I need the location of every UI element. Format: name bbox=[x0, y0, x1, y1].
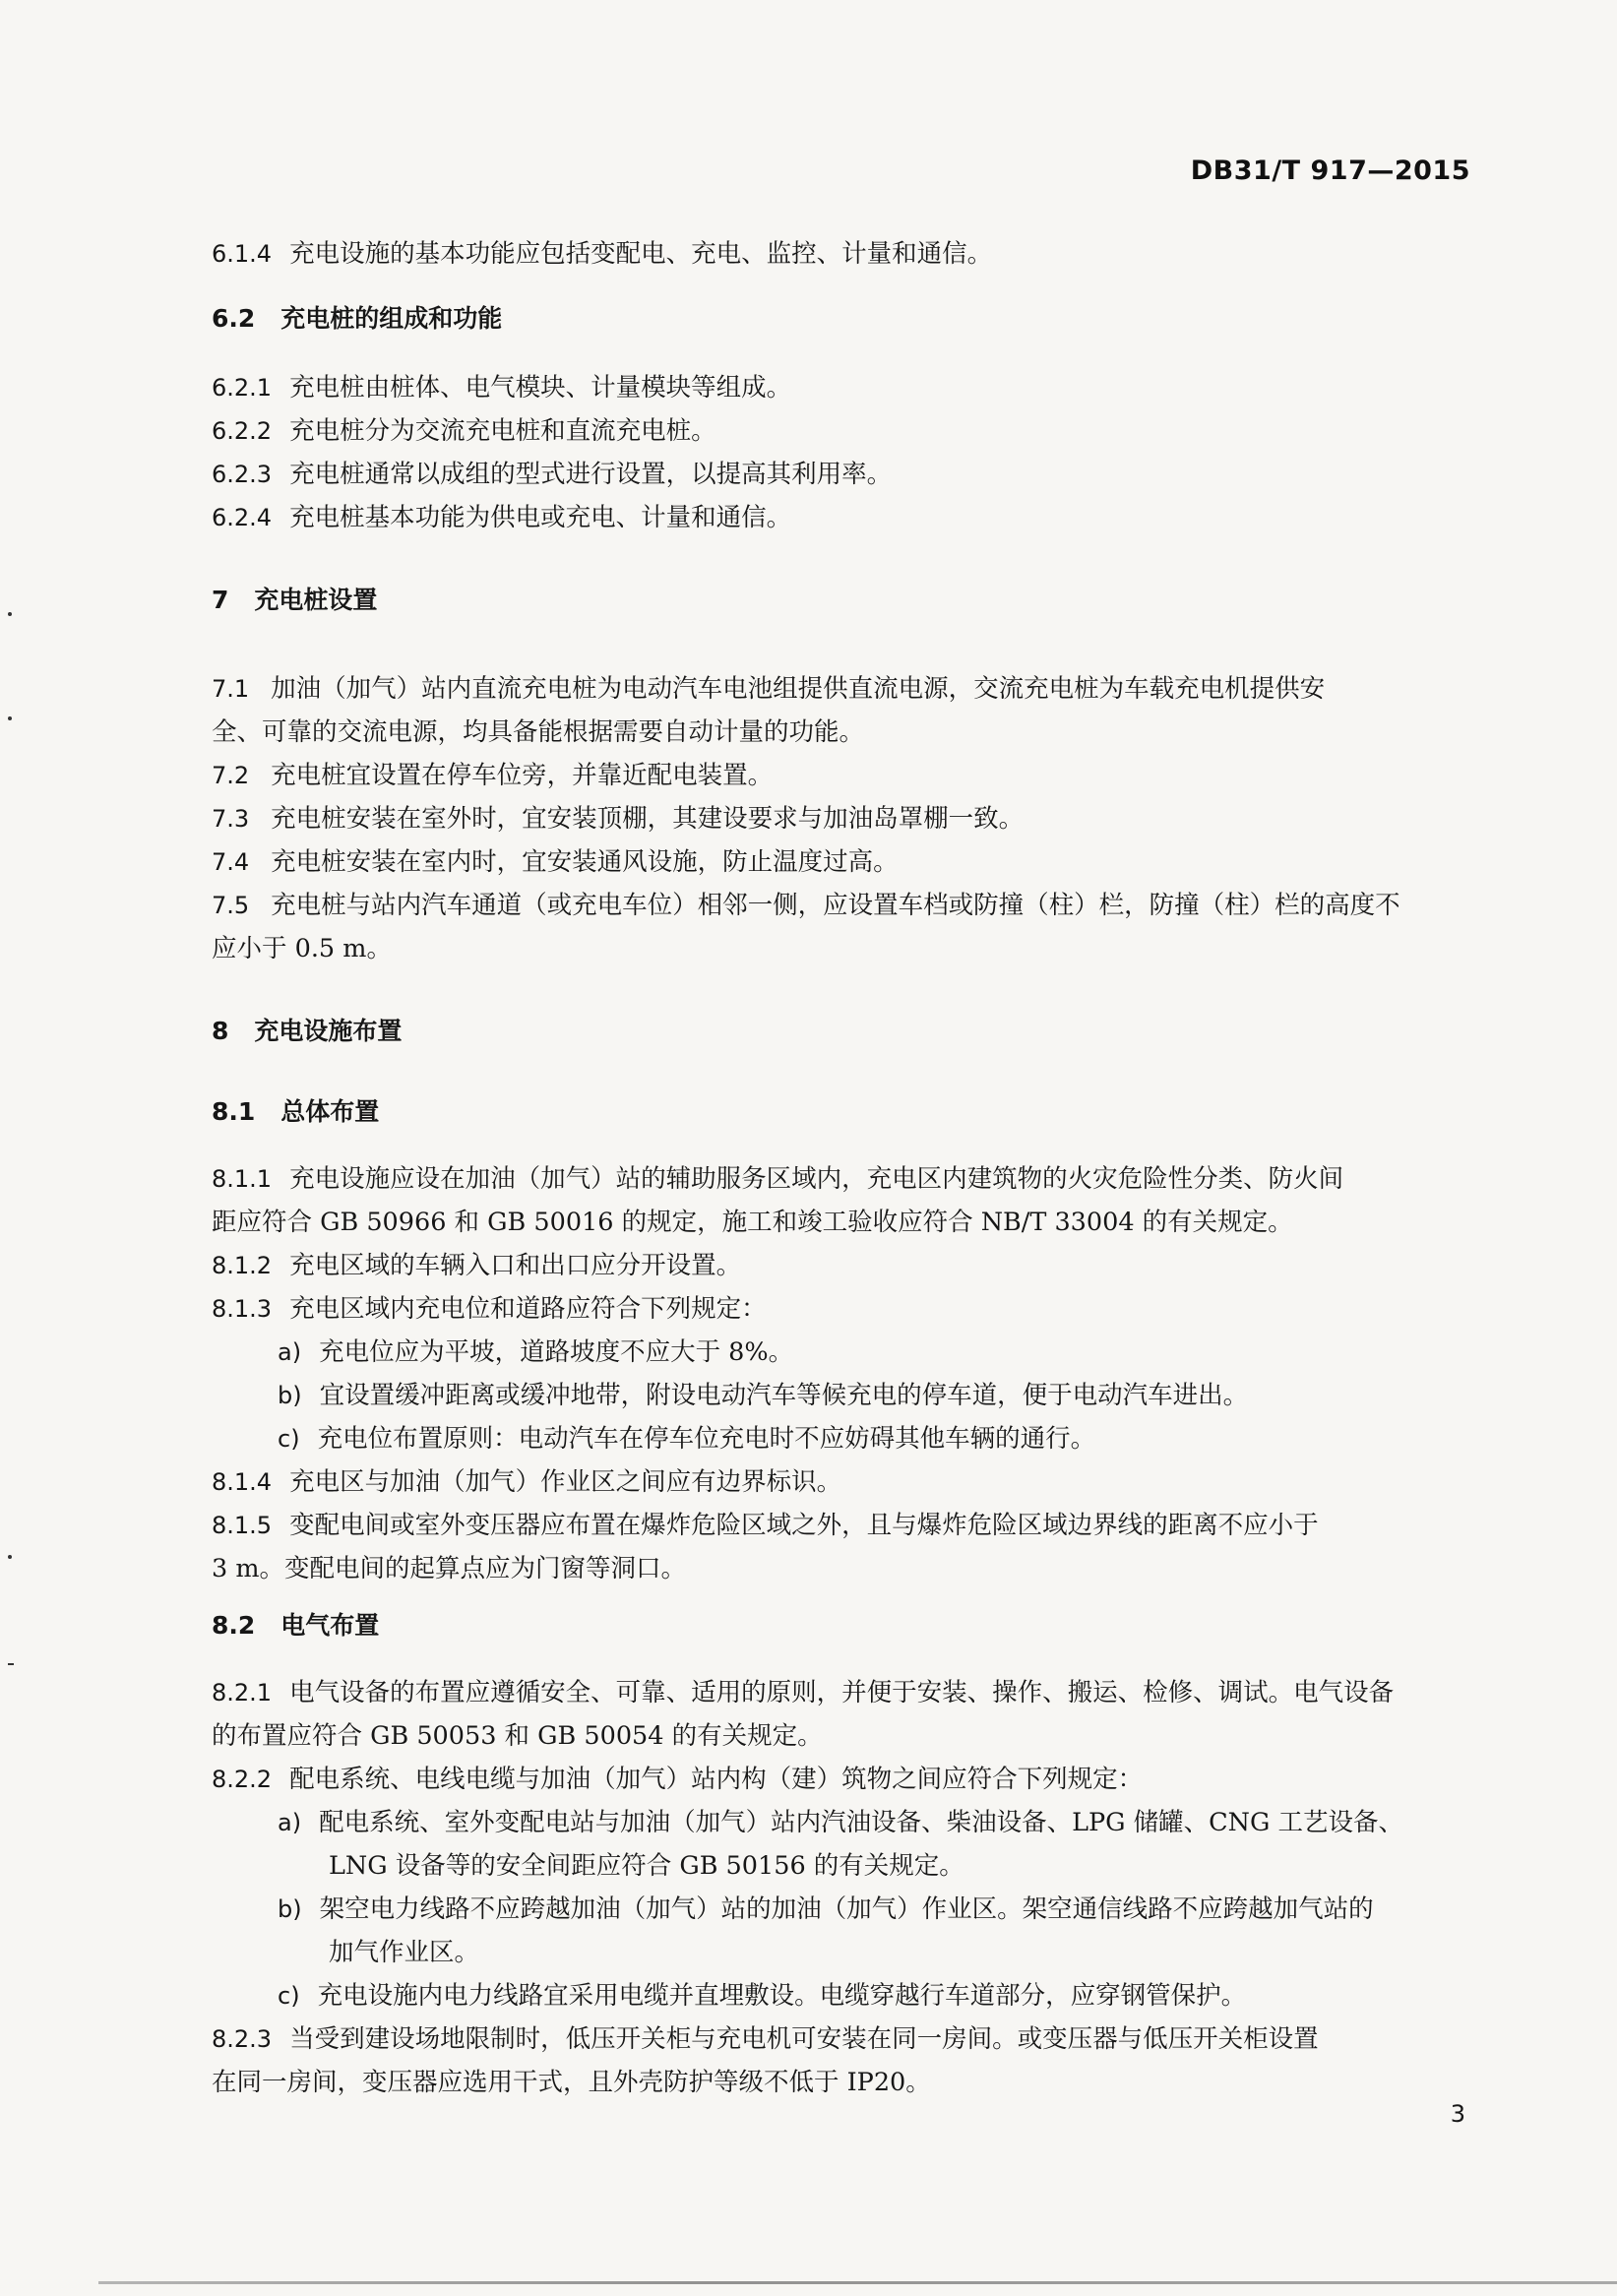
list-item-8-2-2-b bbox=[278, 1888, 1374, 1931]
clause-text: 配电系统、电线电缆与加油（加气）站内构（建）筑物之间应符合下列规定： bbox=[289, 1765, 1144, 1794]
clause-text: 充电区与加油（加气）作业区之间应有边界标识。 bbox=[289, 1467, 842, 1497]
list-marker: c) bbox=[278, 1982, 300, 2010]
clause-8-2-2 bbox=[212, 1758, 1143, 1801]
list-item-8-2-2-a bbox=[278, 1801, 1403, 1844]
clause-number: 6.2.2 bbox=[212, 417, 273, 445]
clause-7-4 bbox=[212, 840, 899, 884]
section-heading-8-1 bbox=[212, 1090, 379, 1134]
section-heading-8-2 bbox=[212, 1604, 379, 1647]
list-item-8-2-2-c bbox=[278, 1974, 1246, 2017]
clause-text: 加油（加气）站内直流充电桩为电动汽车电池组提供直流电源，交流充电桩为车载充电机提供安 bbox=[271, 674, 1326, 704]
clause-number: 8.1.1 bbox=[212, 1165, 273, 1193]
list-marker: a) bbox=[278, 1338, 302, 1366]
clause-number: 8.1.2 bbox=[212, 1252, 273, 1279]
clause-7-2 bbox=[212, 754, 773, 797]
clause-text: 充电桩分为交流充电桩和直流充电桩。 bbox=[289, 416, 716, 446]
clause-7-5-continued bbox=[212, 927, 392, 970]
list-item-8-2-2-a-continued bbox=[329, 1844, 964, 1888]
clause-7-1 bbox=[212, 667, 1325, 711]
list-text: 宜设置缓冲距离或缓冲地带，附设电动汽车等候充电的停车道，便于电动汽车进出。 bbox=[319, 1381, 1249, 1410]
clause-8-2-3 bbox=[212, 2017, 1319, 2061]
clause-number: 8.2.1 bbox=[212, 1679, 273, 1706]
chapter-heading-8 bbox=[212, 1010, 402, 1053]
clause-number: 6.2.4 bbox=[212, 504, 273, 531]
list-text: 充电位应为平坡，道路坡度不应大于 8%。 bbox=[319, 1337, 794, 1367]
clause-8-2-3-continued bbox=[212, 2061, 931, 2104]
clause-number: 6.2.1 bbox=[212, 374, 273, 402]
list-item-8-1-3-b bbox=[278, 1374, 1248, 1417]
section-title: 充电桩的组成和功能 bbox=[280, 304, 503, 333]
clause-text: 充电桩由桩体、电气模块、计量模块等组成。 bbox=[289, 373, 792, 403]
section-heading-6-2 bbox=[212, 297, 502, 341]
list-text: 架空电力线路不应跨越加油（加气）站的加油（加气）作业区。架空通信线路不应跨越加气站的 bbox=[319, 1894, 1374, 1924]
section-number: 8.2 bbox=[212, 1611, 256, 1640]
list-text: 充电设施内电力线路宜采用电缆并直埋敷设。电缆穿越行车道部分，应穿钢管保护。 bbox=[317, 1981, 1247, 2011]
clause-number: 7.3 bbox=[212, 805, 250, 833]
scan-edge bbox=[98, 2281, 1617, 2284]
clause-text: 充电桩安装在室外时，宜安装顶棚，其建设要求与加油岛罩棚一致。 bbox=[271, 804, 1025, 834]
list-text: 配电系统、室外变配电站与加油（加气）站内汽油设备、柴油设备、LPG 储罐、CNG 工艺设备、 bbox=[319, 1808, 1403, 1837]
chapter-title: 充电设施布置 bbox=[254, 1017, 403, 1045]
list-marker: c) bbox=[278, 1425, 300, 1453]
clause-number: 8.2.3 bbox=[212, 2025, 273, 2053]
clause-text: 充电桩通常以成组的型式进行设置，以提高其利用率。 bbox=[289, 460, 893, 489]
clause-8-1-1 bbox=[212, 1157, 1343, 1201]
clause-text: 充电区域的车辆入口和出口应分开设置。 bbox=[289, 1251, 742, 1280]
clause-8-1-1-continued bbox=[212, 1201, 1293, 1244]
list-marker: b) bbox=[278, 1895, 302, 1923]
list-text: 充电位布置原则：电动汽车在停车位充电时不应妨碍其他车辆的通行。 bbox=[317, 1424, 1096, 1454]
document-code: DB31/T 917—2015 bbox=[1190, 155, 1470, 186]
clause-6-2-2 bbox=[212, 409, 716, 453]
chapter-number: 7 bbox=[212, 586, 229, 614]
clause-8-2-1-continued bbox=[212, 1714, 823, 1758]
clause-6-2-4 bbox=[212, 496, 791, 539]
clause-text: 距应符合 GB 50966 和 GB 50016 的规定，施工和竣工验收应符合 NB/T 33004 的有关规定。 bbox=[212, 1208, 1293, 1237]
clause-6-1-4 bbox=[212, 232, 992, 276]
clause-7-1-continued bbox=[212, 711, 864, 754]
clause-text: 充电桩宜设置在停车位旁，并靠近配电装置。 bbox=[271, 761, 774, 790]
clause-text: 电气设备的布置应遵循安全、可靠、适用的原则，并便于安装、操作、搬运、检修、调试。电气设备 bbox=[289, 1678, 1395, 1707]
clause-number: 6.1.4 bbox=[212, 240, 273, 268]
list-item-8-2-2-b-continued bbox=[329, 1931, 479, 1974]
clause-text: 充电桩基本功能为供电或充电、计量和通信。 bbox=[289, 503, 792, 532]
list-text: LNG 设备等的安全间距应符合 GB 50156 的有关规定。 bbox=[329, 1851, 964, 1881]
section-number: 8.1 bbox=[212, 1097, 256, 1126]
section-title: 电气布置 bbox=[280, 1611, 380, 1640]
clause-number: 8.2.2 bbox=[212, 1766, 273, 1793]
clause-text: 充电设施应设在加油（加气）站的辅助服务区域内，充电区内建筑物的火灾危险性分类、防火间 bbox=[289, 1164, 1344, 1194]
chapter-heading-7 bbox=[212, 579, 377, 622]
clause-8-1-5-continued bbox=[212, 1547, 686, 1590]
clause-text: 在同一房间，变压器应选用干式，且外壳防护等级不低于 IP20。 bbox=[212, 2068, 931, 2097]
clause-text: 应小于 0.5 m。 bbox=[212, 934, 392, 963]
clause-text: 3 m。变配电间的起算点应为门窗等洞口。 bbox=[212, 1554, 687, 1583]
clause-number: 8.1.3 bbox=[212, 1295, 273, 1323]
page-number: 3 bbox=[1450, 2100, 1465, 2128]
chapter-title: 充电桩设置 bbox=[254, 586, 378, 614]
clause-7-3 bbox=[212, 797, 1024, 840]
scan-mark bbox=[8, 1663, 14, 1665]
clause-8-1-4 bbox=[212, 1460, 841, 1504]
clause-number: 8.1.5 bbox=[212, 1512, 273, 1539]
chapter-number: 8 bbox=[212, 1017, 229, 1045]
clause-number: 7.4 bbox=[212, 848, 250, 876]
clause-text: 当受到建设场地限制时，低压开关柜与充电机可安装在同一房间。或变压器与低压开关柜设置 bbox=[289, 2024, 1319, 2054]
clause-8-1-3 bbox=[212, 1287, 767, 1331]
clause-text: 充电设施的基本功能应包括变配电、充电、监控、计量和通信。 bbox=[289, 239, 993, 269]
scan-mark bbox=[8, 1555, 12, 1559]
clause-6-2-3 bbox=[212, 453, 892, 496]
clause-text: 变配电间或室外变压器应布置在爆炸危险区域之外，且与爆炸危险区域边界线的距离不应小于 bbox=[289, 1511, 1319, 1540]
clause-number: 7.1 bbox=[212, 675, 250, 703]
clause-number: 6.2.3 bbox=[212, 461, 273, 488]
list-marker: a) bbox=[278, 1809, 302, 1836]
scan-mark bbox=[8, 716, 12, 720]
clause-7-5 bbox=[212, 884, 1400, 927]
clause-6-2-1 bbox=[212, 366, 791, 409]
clause-8-1-5 bbox=[212, 1504, 1319, 1547]
clause-text: 充电区域内充电位和道路应符合下列规定： bbox=[289, 1294, 767, 1324]
clause-number: 7.5 bbox=[212, 892, 250, 919]
clause-text: 充电桩安装在室内时，宜安装通风设施，防止温度过高。 bbox=[271, 847, 899, 877]
clause-text: 的布置应符合 GB 50053 和 GB 50054 的有关规定。 bbox=[212, 1721, 823, 1751]
list-marker: b) bbox=[278, 1382, 302, 1409]
clause-text: 全、可靠的交流电源，均具备能根据需要自动计量的功能。 bbox=[212, 717, 865, 747]
scan-mark bbox=[8, 612, 12, 616]
clause-8-1-2 bbox=[212, 1244, 741, 1287]
clause-number: 8.1.4 bbox=[212, 1468, 273, 1496]
list-item-8-1-3-a bbox=[278, 1331, 793, 1374]
clause-number: 7.2 bbox=[212, 762, 250, 789]
list-text: 加气作业区。 bbox=[329, 1938, 480, 1967]
clause-text: 充电桩与站内汽车通道（或充电车位）相邻一侧，应设置车档或防撞（柱）栏，防撞（柱）栏的高度不 bbox=[271, 891, 1400, 920]
section-number: 6.2 bbox=[212, 304, 256, 333]
clause-8-2-1 bbox=[212, 1671, 1394, 1714]
section-title: 总体布置 bbox=[280, 1097, 380, 1126]
list-item-8-1-3-c bbox=[278, 1417, 1095, 1460]
